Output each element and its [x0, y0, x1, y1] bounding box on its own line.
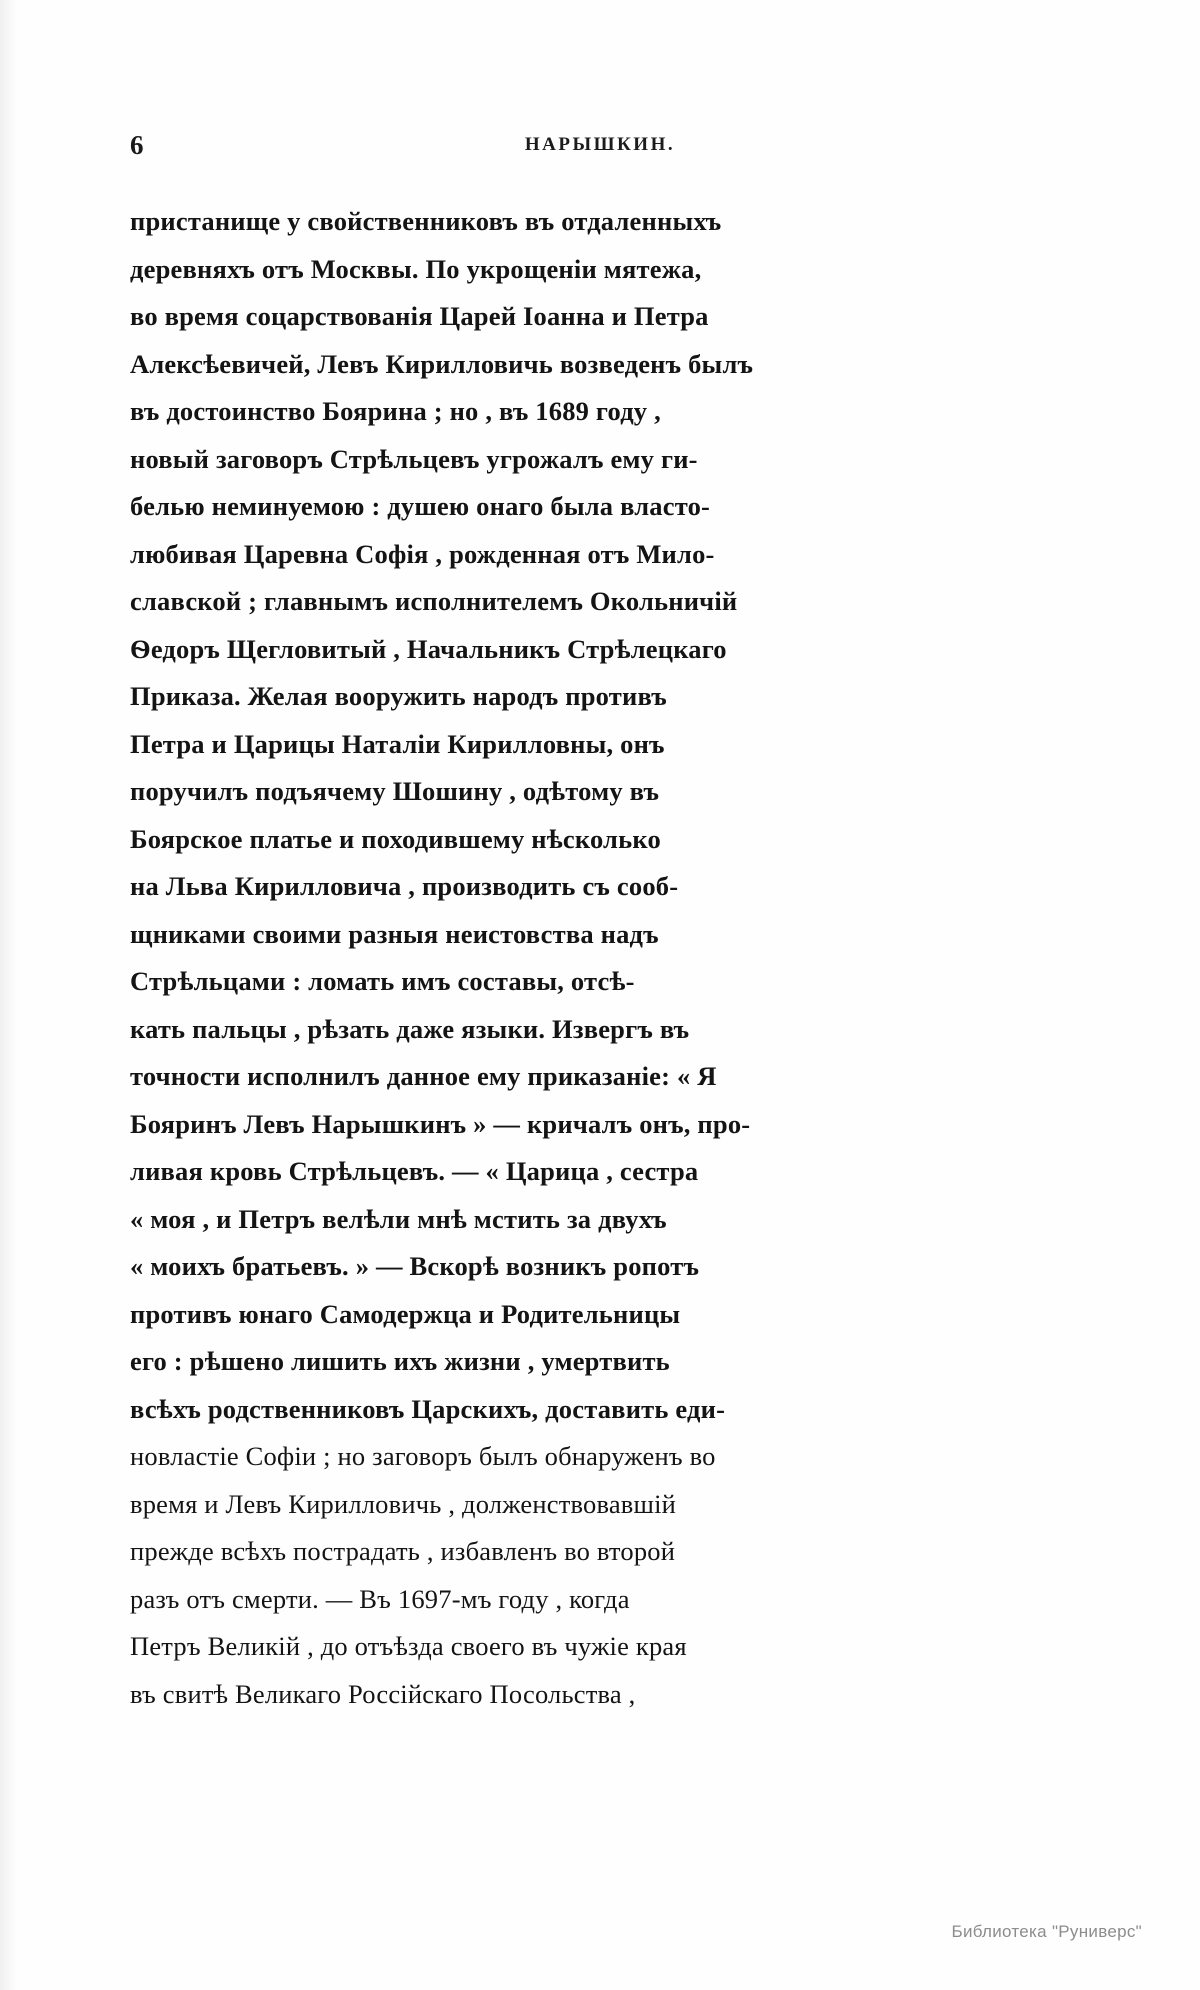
text-line: новластіе Софіи ; но заговоръ былъ обнаруженъ во: [130, 1441, 716, 1471]
text-line: во время соцарствованія Царей Іоанна и Петра: [130, 301, 709, 331]
text-line: его : рѣшено лишить ихъ жизни , умертвить: [130, 1346, 670, 1376]
text-line: белью неминуемою : душею онаго была власто-: [130, 491, 711, 521]
text-line: въ свитѣ Великаго Россійскаго Посольства ,: [130, 1678, 636, 1709]
text-line: новый заговоръ Стрѣльцевъ угрожалъ ему ги-: [130, 443, 698, 474]
text-line: кать пальцы , рѣзать даже языки. Извергъ въ: [130, 1013, 690, 1044]
folio-number: 6: [130, 130, 144, 160]
text-line: точности исполнилъ данное ему приказаніе: « Я: [130, 1061, 717, 1091]
text-line: славской ; главнымъ исполнителемъ Окольничій: [130, 586, 738, 616]
body-text-block: [130, 198, 1070, 1718]
text-line: ливая кровь Стрѣльцевъ. — « Царица , сестра: [130, 1156, 699, 1186]
text-line: любивая Царевна Софія , рожденная отъ Мило-: [130, 538, 715, 569]
text-line: Петръ Великій , до отъѣзда своего въ чужіе края: [130, 1631, 687, 1661]
text-line: Боярское платье и походившему нѣсколько: [130, 823, 661, 854]
text-line: прежде всѣхъ пострадать , избавленъ во второй: [130, 1536, 676, 1566]
text-line: Бояринъ Левъ Нарышкинъ » — кричалъ онъ, про-: [130, 1108, 751, 1139]
page-edge-shadow: [0, 0, 18, 1990]
text-line: разъ отъ смерти. — Въ 1697-мъ году , когда: [130, 1583, 630, 1614]
text-line: время и Левъ Кирилловичь , долженствовавшій: [130, 1488, 677, 1519]
text-line: « моихъ братьевъ. » — Вскорѣ возникъ ропотъ: [130, 1251, 700, 1281]
text-line: Приказа. Желая вооружить народъ противъ: [130, 681, 667, 711]
page-content-area: [130, 120, 1070, 1820]
text-line: « моя , и Петръ велѣли мнѣ мстить за двухъ: [130, 1203, 667, 1234]
text-line: поручилъ подъячему Шошину , одѣтому въ: [130, 776, 660, 806]
text-line: въ достоинство Боярина ; но , въ 1689 году ,: [130, 396, 661, 426]
page-header: [130, 120, 1070, 180]
text-line: щниками своими разныя неистовства надъ: [130, 918, 659, 949]
text-line: Петра и Царицы Наталіи Кирилловны, онъ: [130, 728, 665, 759]
text-line: противъ юнаго Самодержца и Родительницы: [130, 1298, 681, 1329]
text-line: деревняхъ отъ Москвы. По укрощеніи мятежа,: [130, 253, 702, 284]
text-line: пристанище у свойственниковъ въ отдаленныхъ: [130, 206, 722, 236]
library-watermark: Библиотека "Руниверс": [951, 1922, 1142, 1941]
text-line: всѣхъ родственниковъ Царскихъ, доставить еди-: [130, 1393, 726, 1424]
text-line: на Льва Кирилловича , производить съ сооб-: [130, 871, 679, 901]
text-line: Ѳедоръ Щегловитый , Начальникъ Стрѣлецкаго: [130, 633, 727, 664]
text-line: Алексѣевичей, Левъ Кирилловичь возведенъ былъ: [130, 348, 754, 379]
text-line: Стрѣльцами : ломать имъ составы, отсѣ-: [130, 966, 635, 996]
running-head: НАРЫШКИН.: [524, 134, 676, 155]
